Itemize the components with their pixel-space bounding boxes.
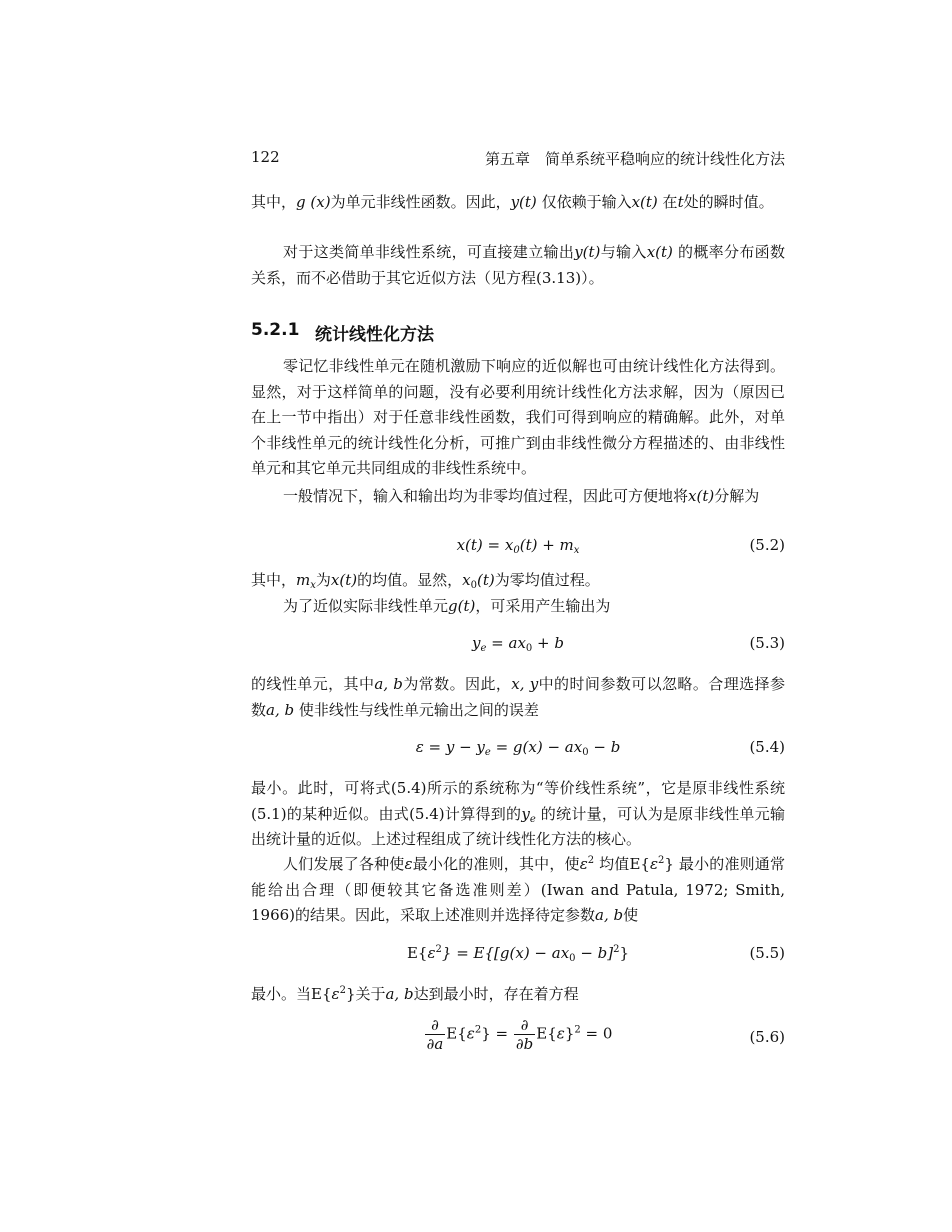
paragraph-9: 人们发展了各种使ε最小化的准则，其中，使$\varepsilon^2$ 均值$E\{\varepsilon^2\}$ 最小的准则通常能给出合理（即便较其它备选准则差）(Iwan and Patula, 1972; Smith, 1966)的结果。因此，采取上述准则并选择待定参数a, b使 <box>251 855 785 924</box>
equation-5-2: $x(t) = x_0(t) + m_x$ (5.2) <box>456 536 785 556</box>
equation-5-3: $y_e = ax_0 + b$ (5.3) <box>471 634 785 654</box>
paragraph-7: 的线性单元，其中a, b为常数。因此，x, y中的时间参数可以忽略。合理选择参数a, b 使非线性与线性单元输出之间的误差 <box>251 675 785 719</box>
equation-number: (5.5) <box>749 944 785 962</box>
section-heading <box>251 320 785 346</box>
paragraph-8: 最小。此时，可将式(5.4)所示的系统称为“等价线性系统”，它是原非线性系统(5.1)的某种近似。由式(5.4)计算得到的$y_e$ 的统计量，可认为是原非线性单元输出统计量的近似。上述过程组成了统计线性化方法的核心。 <box>251 779 785 848</box>
equation-5-4: $\varepsilon = y - y_e = g(x) - ax_0 - b$ (5.4) <box>415 738 785 758</box>
paragraph-3: 零记忆非线性单元在随机激励下响应的近似解也可由统计线性化方法得到。显然，对于这样简单的问题，没有必要利用统计线性化方法求解，因为（原因已在上一节中指出）对于任意非线性函数，我们可得到响应的精确解。此外，对单个非线性单元的统计线性化分析，可推广到由非线性微分方程描述的、由非线性单元和其它单元共同组成的非线性系统中。 <box>251 357 785 477</box>
equation-5-5: $E\{\varepsilon^2\} = E\{[g(x) - ax_0 - b]^2\}$ (5.5) <box>406 944 785 964</box>
section-number: 5.2.1 <box>251 320 300 340</box>
paragraph-1: 其中，g (x)为单元非线性函数。因此，y(t) 仅依赖于输入x(t) 在t处的瞬时值。 <box>251 193 774 211</box>
paragraph-6: 为了近似实际非线性单元g(t)，可采用产生输出为 <box>283 597 611 615</box>
equation-5-6: $\frac{\partial}{\partial a}$ $E\{\varepsilon^2\}$ = $\frac{\partial}{\partial b}$ $E\{\varepsilon\}^2 = 0$ (5.6) <box>426 1016 785 1053</box>
partial-fraction-b: $\frac{\partial}{\partial b}$ <box>515 1016 534 1053</box>
page <box>251 0 785 1232</box>
section-title: 统计线性化方法 <box>315 325 434 345</box>
paragraph-10: 最小。当$E\{\varepsilon^2\}$关于a, b达到最小时，存在着方程 <box>251 985 579 1003</box>
paragraph-2: 对于这类简单非线性系统，可直接建立输出y(t)与输入x(t) 的概率分布函数关系，而不必借助于其它近似方法（见方程(3.13)）。 <box>251 243 785 287</box>
page-number: 122 <box>251 148 280 166</box>
running-header <box>251 148 785 172</box>
equation-number: (5.2) <box>749 536 785 554</box>
equation-number: (5.3) <box>749 634 785 652</box>
equation-number: (5.4) <box>749 738 785 756</box>
equation-number: (5.6) <box>749 1028 785 1046</box>
paragraph-5: 其中，$m_x$为x(t)的均值。显然，$x_0(t)$为零均值过程。 <box>251 571 600 591</box>
partial-fraction-a: $\frac{\partial}{\partial a}$ <box>426 1016 444 1053</box>
chapter-title: 第五章 简单系统平稳响应的统计线性化方法 <box>484 150 785 168</box>
paragraph-4: 一般情况下，输入和输出均为非零均值过程，因此可方便地将x(t)分解为 <box>283 487 760 505</box>
